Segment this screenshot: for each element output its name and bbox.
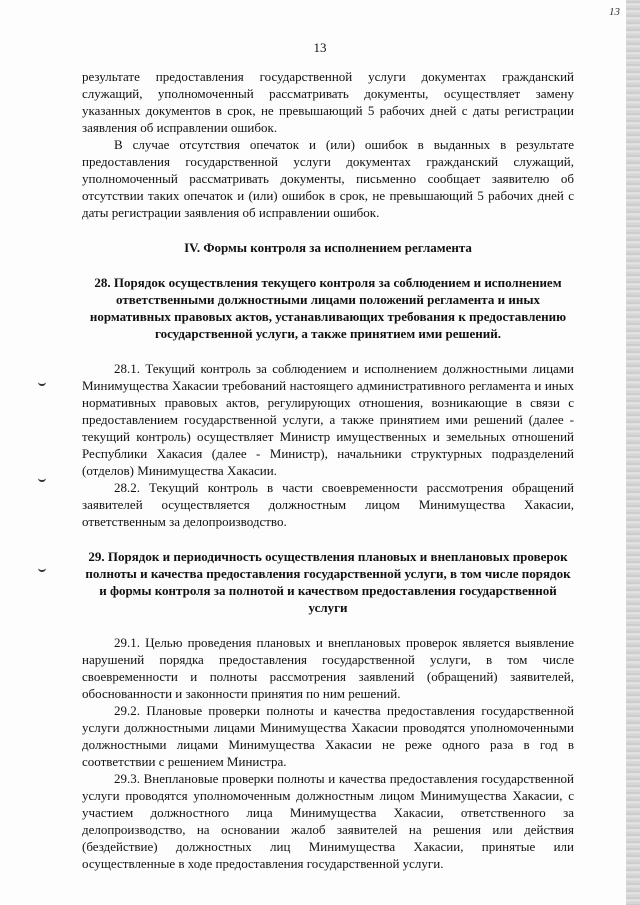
paragraph-continuation: результате предоставления государственной услуги документах гражданский служащий, уполномоченный рассматривать документы, осуществляет замену указанных документов в срок, не превышающий 5 рабочих дней с даты регистрации заявления об исправлении ошибок.: [82, 69, 574, 135]
scan-edge-shadow: [626, 0, 640, 905]
paragraph-28-1: 28.1. Текущий контроль за соблюдением и исполнением должностными лицами Минимущества Хакасии требований настоящего административного регламента и иных нормативных правовых актов, регулирующих отношения, возникающие в связи с предоставлением государственной услуги, а также принятием ими решений (далее - текущий контроль) осуществляет Министр имущественных и земельных отношений Республики Хакасия (далее - Министр), начальники структурных подразделений (отделов) Минимущества Хакасии.: [82, 361, 574, 478]
paragraph-absence-of-errors: В случае отсутствия опечаток и (или) ошибок в выданных в результате предоставления государственной услуги документах гражданский служащий, уполномоченный рассматривать документы, письменно сообщает заявителю об отсутствии таких опечаток и (или) ошибок в срок, не превышающий 5 рабочих дней с даты регистрации заявления об исправлении ошибок.: [82, 137, 574, 220]
margin-tick-mark: [38, 381, 46, 386]
margin-tick-mark: [38, 477, 46, 482]
corner-page-mark: 13: [609, 6, 620, 18]
margin-tick-mark: [38, 567, 46, 572]
heading-28: 28. Порядок осуществления текущего контроля за соблюдением и исполнением ответственными должностными лицами положений регламента и иных нормативных правовых актов, устанавливающих требования к предоставлению государственной услуги, а также принятием ими решений.: [89, 275, 567, 341]
document-body: [82, 68, 574, 872]
paragraph-29-3: 29.3. Внеплановые проверки полноты и качества предоставления государственной услуги проводятся уполномоченным должностным лицом Минимущества Хакасии, с участием должностного лица Минимущества Хакасии, ответственного за делопроизводство, на основании жалоб заявителей на решения или действия (бездействие) должностных лиц Минимущества Хакасии, принятые или осуществленные в ходе предоставления государственной услуги.: [82, 771, 574, 871]
heading-29: 29. Порядок и периодичность осуществления плановых и внеплановых проверок полноты и качества предоставления государственной услуги, в том числе порядок и формы контроля за полнотой и качеством предоставления государственной услуги: [85, 549, 571, 615]
page-number: 13: [313, 40, 327, 55]
paragraph-29-2: 29.2. Плановые проверки полноты и качества предоставления государственной услуги должностными лицами Минимущества Хакасии проводятся уполномоченными должностными лицами Минимущества Хакасии не реже одного раза в год в соответствии с решением Министра.: [82, 703, 574, 769]
paragraph-29-1: 29.1. Целью проведения плановых и внеплановых проверок является выявление нарушений порядка предоставления государственной услуги, в том числе своевременности и полноты рассмотрения заявлений (обращений) заявителей, обоснованности и законности принятия по ним решений.: [82, 635, 574, 701]
section-iv-heading: IV. Формы контроля за исполнением регламента: [184, 240, 472, 255]
paragraph-28-2: 28.2. Текущий контроль в части своевременности рассмотрения обращений заявителей осуществляется должностным лицом Минимущества Хакасии, ответственным за делопроизводство.: [82, 480, 574, 529]
